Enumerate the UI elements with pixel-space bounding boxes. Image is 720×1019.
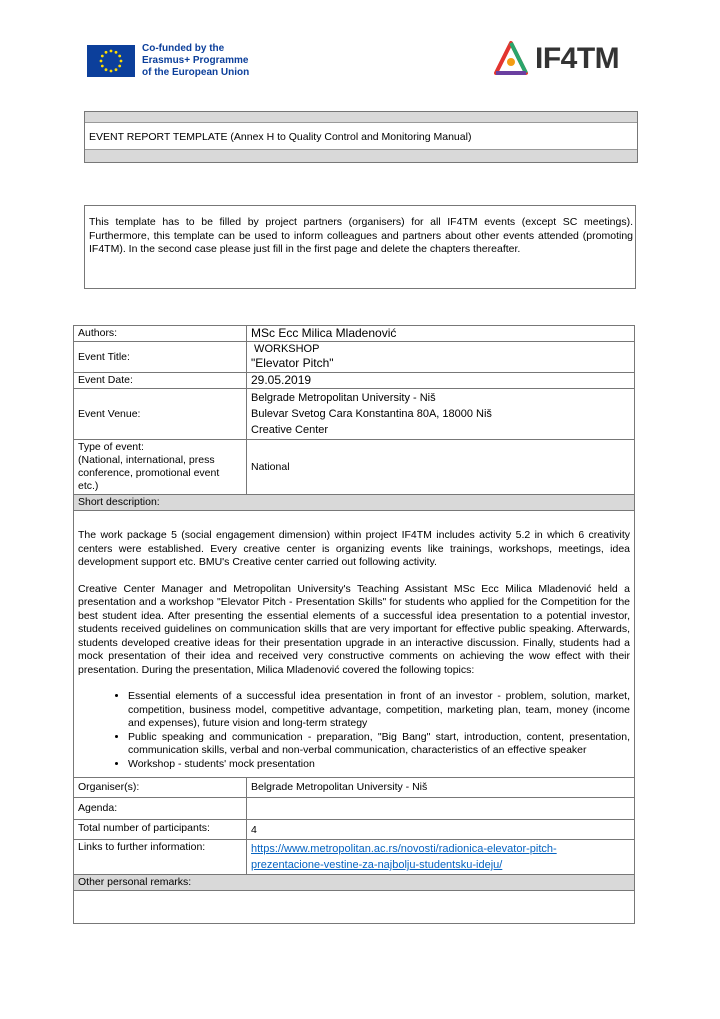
row-short-desc (74, 511, 635, 778)
link-line-1[interactable]: https://www.metropolitan.ac.rs/novosti/radionica-elevator-pitch- (251, 843, 557, 855)
desc-paragraph-1: The work package 5 (social engagement dimension) within project IF4TM includes activity 5.2 in which 6 creativity centers were established. Every creative center is organizing events like trainings, workshops, meetings, idea development support etc. BMU's Creative center carried out following activity. (78, 529, 630, 568)
row-agenda (74, 798, 635, 820)
links-value (247, 840, 635, 875)
venue-line-3: Creative Center (251, 424, 329, 436)
row-authors (74, 326, 635, 342)
type-value: National (247, 440, 635, 495)
agenda-value (247, 798, 635, 820)
row-organiser (74, 778, 635, 798)
title-line-1: WORKSHOP (251, 343, 320, 355)
if4tm-logo-text: IF4TM (535, 42, 620, 75)
further-info-link[interactable] (251, 843, 557, 871)
template-title: EVENT REPORT TEMPLATE (Annex H to Quality Control and Monitoring Manual) (85, 122, 637, 150)
participants-label: Total number of participants: (74, 820, 247, 840)
row-date (74, 373, 635, 389)
links-label: Links to further information: (74, 840, 247, 875)
venue-value (247, 389, 635, 440)
eu-erasmus-logo (87, 43, 249, 79)
row-participants (74, 820, 635, 840)
agenda-label: Agenda: (74, 798, 247, 820)
participants-value: 4 (247, 820, 635, 840)
desc-topic-item: • Workshop - students' mock presentation (128, 758, 630, 772)
intro-instructions: This template has to be filled by project partners (organisers) for all IF4TM events (except SC meetings). Furthermore, this template can be used to inform colleagues and partners about other events attended (promoting IF4TM). In the second case please just fill in the first page and delete the chapters thereafter. (84, 205, 636, 289)
event-report-table (73, 325, 635, 924)
type-label (74, 440, 247, 495)
eu-flag-icon (87, 45, 135, 77)
eu-text-line-2: Erasmus+ Programme (142, 55, 249, 66)
date-value: 29.05.2019 (247, 373, 635, 389)
title-label: Event Title: (74, 342, 247, 373)
title-value (247, 342, 635, 373)
desc-topic-item: • Public speaking and communication - preparation, "Big Bang" start, introduction, content, presentation, communication skills, verbal and non-verbal communication, characteristics of an effective speaker (128, 731, 630, 758)
row-links (74, 840, 635, 875)
venue-line-1: Belgrade Metropolitan University - Niš (251, 392, 436, 404)
short-desc-label: Short description: (74, 495, 635, 511)
authors-label: Authors: (74, 326, 247, 342)
remarks-label: Other personal remarks: (74, 875, 635, 891)
row-short-desc-header (74, 495, 635, 511)
venue-line-2: Bulevar Svetog Cara Konstantina 80A, 18000 Niš (251, 408, 492, 420)
organiser-value: Belgrade Metropolitan University - Niš (247, 778, 635, 798)
if4tm-logo (493, 40, 619, 78)
type-label-line-1: Type of event: (78, 441, 144, 453)
row-remarks (74, 891, 635, 924)
row-type (74, 440, 635, 495)
template-title-box (84, 111, 638, 163)
eu-text-line-3: of the European Union (142, 67, 250, 78)
desc-paragraph-2: Creative Center Manager and Metropolitan University's Teaching Assistant MSc Ecc Milica Mladenović held a presentation and a workshop "Elevator Pitch - Presentation Skills" for students who applied for the Competition for the best student idea. After presenting the essential elements of a successful idea presentation to a potential investor, students received guidelines on communication skills that are very important for effective public speaking. Afterwards, students developed creative ideas for their presentation upgrade in an interactive discussion. Finally, students had a mock presentation of their idea and received very constructive comments on achieving the wow effect with their presentation. During the presentation, Milica Mladenović covered the following topics: (78, 582, 630, 676)
row-venue (74, 389, 635, 440)
if4tm-triangle-icon (493, 40, 529, 78)
remarks-value (74, 891, 635, 924)
date-label: Event Date: (74, 373, 247, 389)
organiser-label: Organiser(s): (74, 778, 247, 798)
venue-label: Event Venue: (74, 389, 247, 440)
row-remarks-header (74, 875, 635, 891)
short-description (74, 511, 635, 778)
eu-cofunded-text (142, 43, 249, 79)
desc-topics-list (78, 690, 630, 771)
eu-text-line-1: Co-funded by the (142, 43, 225, 54)
authors-value: MSc Ecc Milica Mladenović (247, 326, 635, 342)
row-title (74, 342, 635, 373)
type-label-line-2: (National, international, press conference, promotional event etc.) (78, 454, 220, 492)
title-line-2: "Elevator Pitch" (251, 356, 334, 370)
link-line-2[interactable]: prezentacione-vestine-za-najbolju-studentsku-ideju/ (251, 859, 503, 871)
desc-topic-item: • Essential elements of a successful idea presentation in front of an investor - problem, solution, market, competition, business model, competitive advantage, competition, marketing plan, team, money (income and expenses), future vision and long-term strategy (128, 690, 630, 731)
